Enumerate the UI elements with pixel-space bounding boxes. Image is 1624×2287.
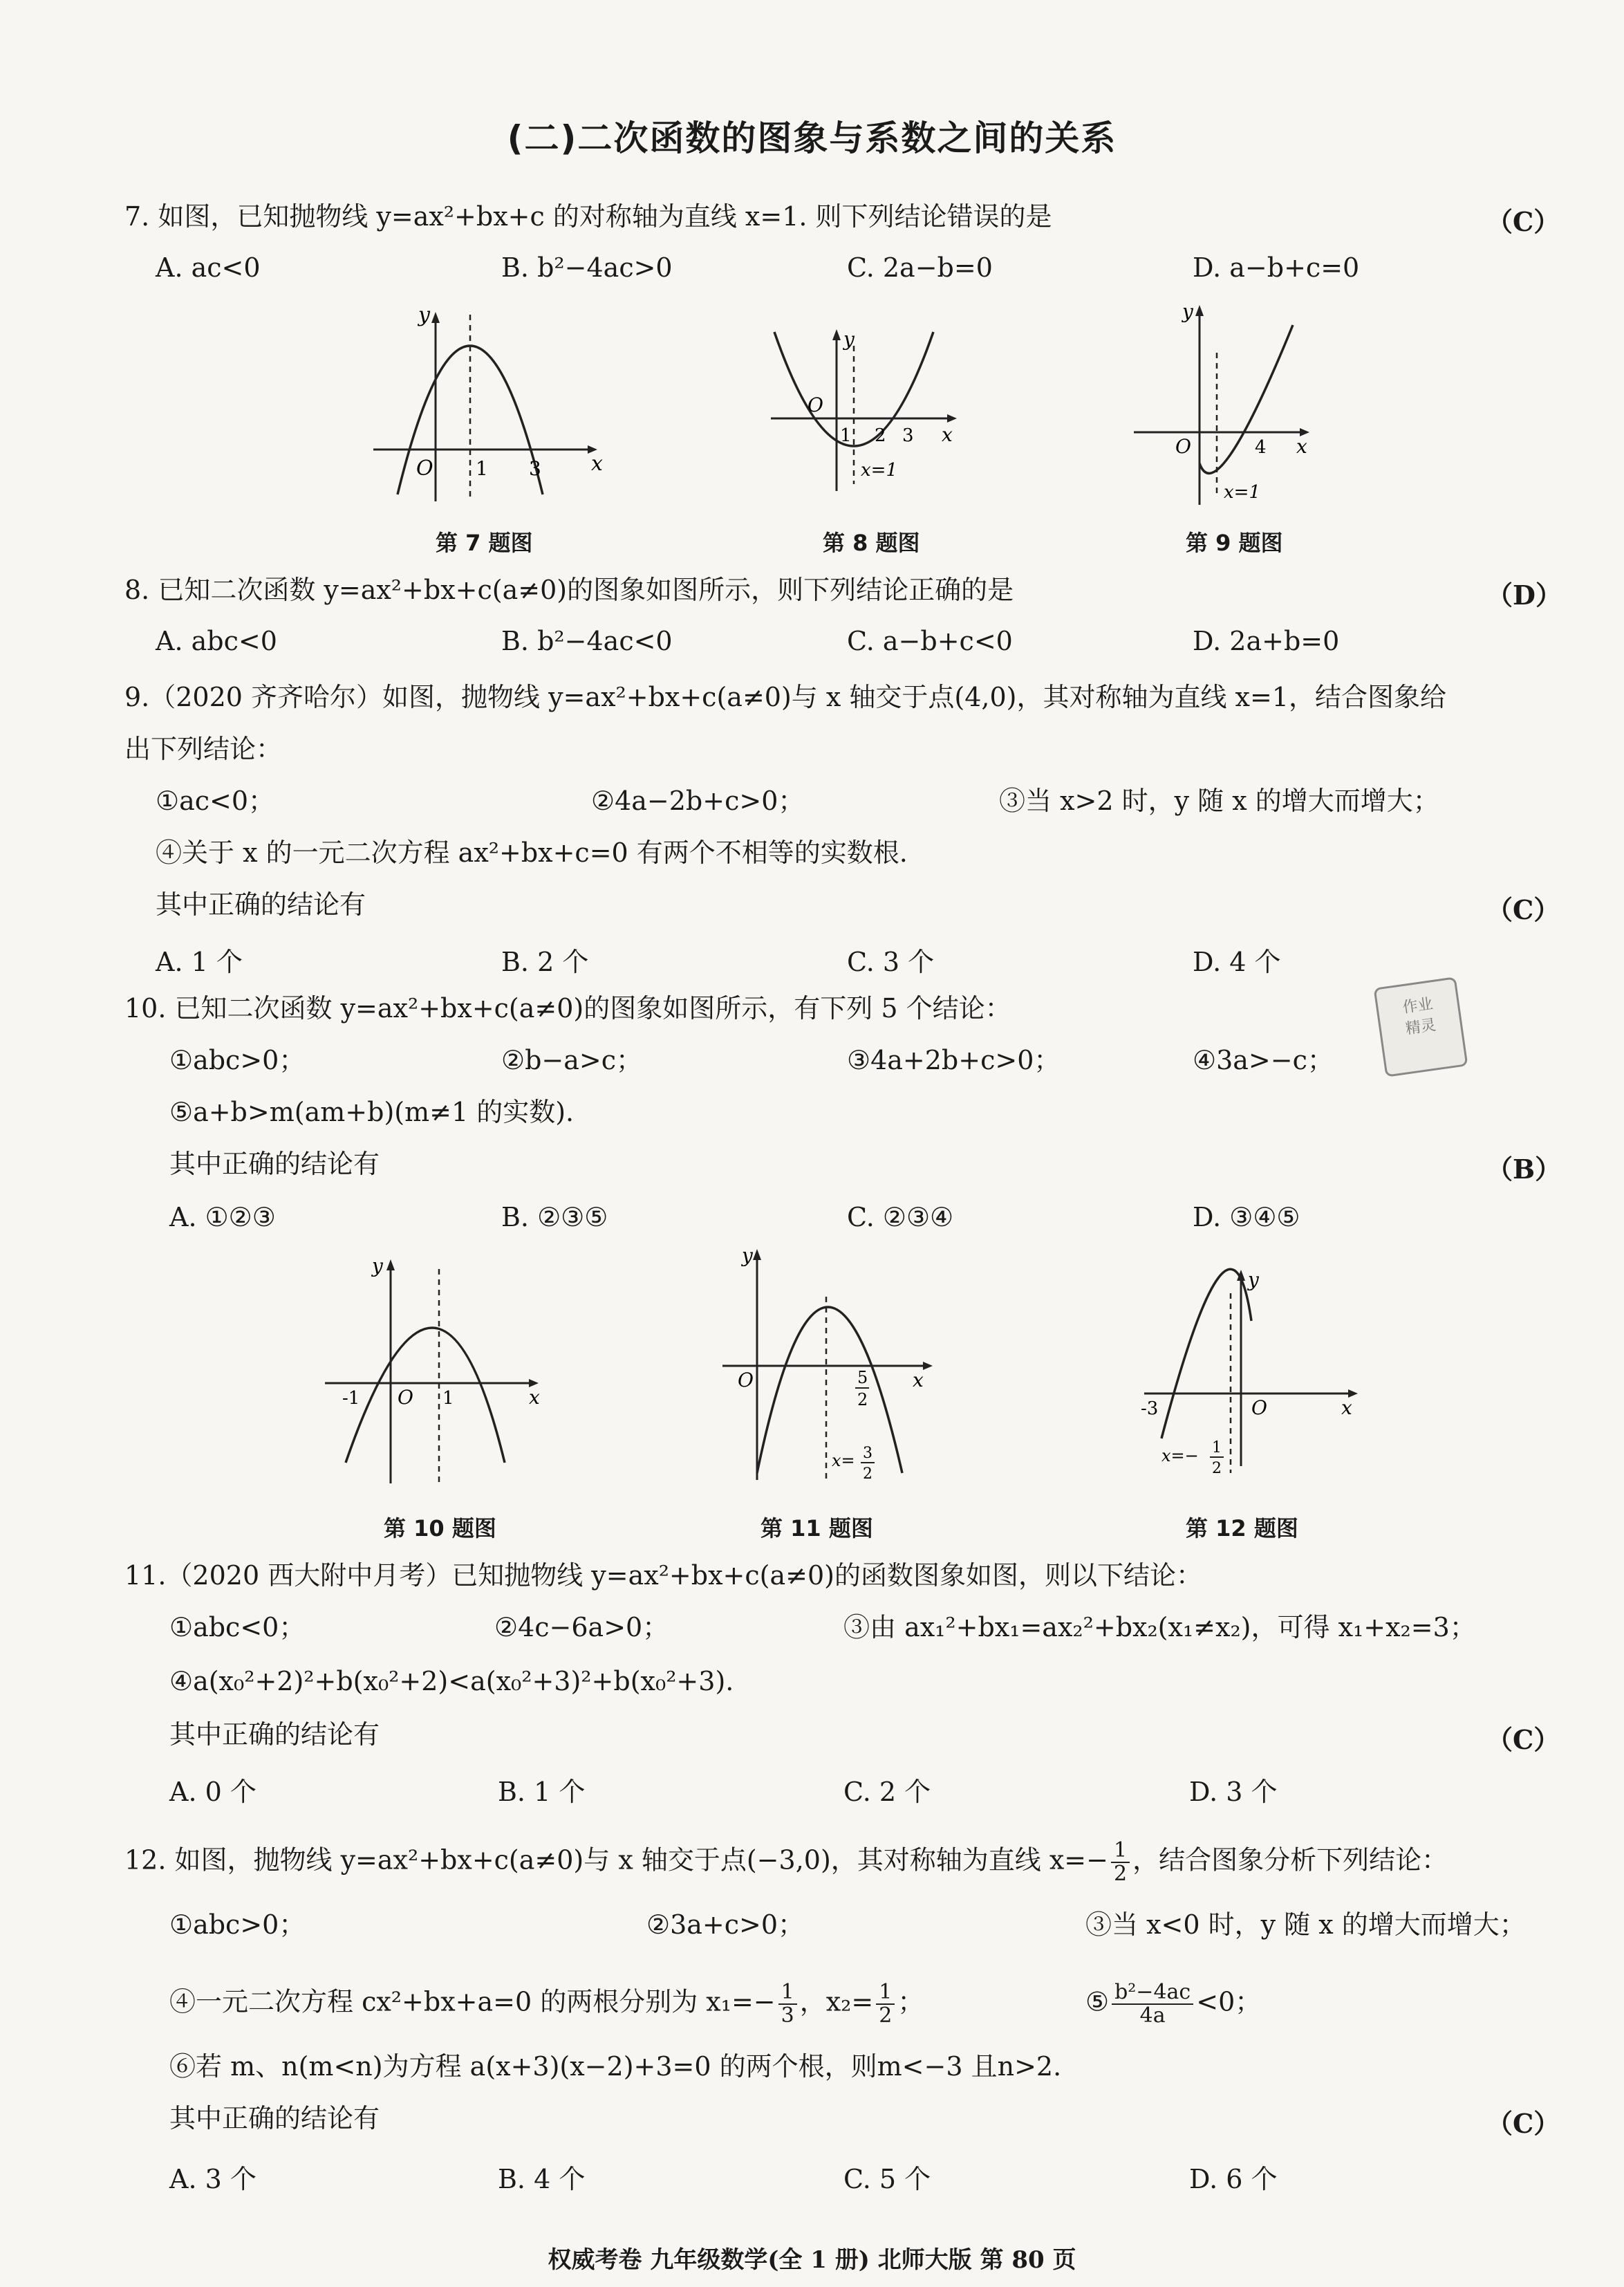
f7-y-label: y [418,303,430,327]
f11-tick-num: 5 [857,1368,868,1387]
q12-conclusion-5 [1085,1981,1261,2027]
figure-7 [360,301,608,508]
q7-option-b: B. b²−4ac>0 [501,252,673,283]
f11-tick-den: 2 [857,1390,868,1409]
figure-12 [1134,1266,1369,1494]
q12-c5-den: 4a [1139,2003,1166,2028]
q12-c4-frac1-num: 1 [778,1981,797,2005]
q9-option-d: D. 4 个 [1193,947,1281,977]
f11-y-label: y [742,1245,753,1267]
q12-c5-frac [1112,1981,1193,2027]
q12-c4-b: ，x₂= [799,1986,874,2017]
f9-x-label: x [1296,435,1307,458]
q12-conclusion-2: ②3a+c>0； [646,1909,805,1940]
f8-x-label: x [942,423,953,446]
f12-axis-label: x=− [1161,1446,1199,1465]
q9-stem-line2: 出下列结论： [124,734,283,764]
q12-answer: （C） [1486,2108,1560,2139]
q12-conclusion-3: ③当 x<0 时，y 随 x 的增大而增大； [1085,1909,1526,1940]
q12-c5-b: <0； [1196,1986,1262,2017]
q12-c4-frac1 [778,1981,797,2027]
figure-8 [760,325,968,505]
q9-option-a: A. 1 个 [156,947,243,977]
q8-answer: （D） [1486,580,1562,611]
f7-tick-1: 1 [476,457,488,480]
q12-c5-num: b²−4ac [1112,1981,1193,2005]
f8-y-label: y [843,328,855,351]
f11-axis-num: 3 [863,1445,872,1462]
f12-tick-neg3: -3 [1141,1398,1159,1419]
q12-c4-frac2-den: 2 [879,2003,893,2028]
f7-origin: O [416,456,433,481]
q12-option-c: C. 5 个 [843,2164,931,2194]
q7-option-d: D. a−b+c=0 [1193,252,1360,283]
q11-conclusion-2: ②4c−6a>0； [494,1612,669,1642]
f11-axis-den: 2 [863,1465,872,1483]
q10-option-d: D. ③④⑤ [1193,1202,1300,1232]
f12-caption: 第 12 题图 [1186,1515,1298,1541]
q9-stem-line1: 9.（2020 齐齐哈尔）如图，抛物线 y=ax²+bx+c(a≠0)与 x 轴交于点(4,0)，其对称轴为直线 x=1，结合图象给 [124,682,1446,712]
q7-answer: （C） [1486,206,1560,237]
q11-option-a: A. 0 个 [169,1777,256,1807]
f10-tick-1: 1 [442,1388,454,1409]
q12-option-b: B. 4 个 [498,2164,586,2194]
f8-caption: 第 8 题图 [823,530,920,556]
q12-c4-frac2-num: 1 [876,1981,895,2005]
f9-caption: 第 9 题图 [1186,530,1283,556]
f12-x-label: x [1341,1396,1352,1419]
q10-option-a: A. ①②③ [169,1202,276,1232]
q12-conclusion-1: ①abc>0； [169,1909,306,1940]
q11-answer: （C） [1486,1724,1560,1755]
q10-conclusion-1: ①abc>0； [169,1045,306,1075]
figure-11 [716,1245,937,1494]
q12-prompt: 其中正确的结论有 [169,2103,380,2133]
q12-stem [124,1840,1448,1885]
q8-option-b: B. b²−4ac<0 [501,626,673,656]
f9-axis-label: x=1 [1224,482,1260,503]
q8-stem: 8. 已知二次函数 y=ax²+bx+c(a≠0)的图象如图所示，则下列结论正确的是 [124,575,1014,605]
q12-option-a: A. 3 个 [169,2164,256,2194]
q11-prompt: 其中正确的结论有 [169,1719,380,1750]
f10-tick-neg1: -1 [342,1388,360,1409]
q10-prompt: 其中正确的结论有 [169,1149,380,1179]
q8-option-a: A. abc<0 [156,626,277,656]
q9-answer: （C） [1486,894,1560,925]
q12-conclusion-4 [169,1981,924,2027]
page-footer: 权威考卷 九年级数学(全 1 册) 北师大版 第 80 页 [548,2246,1076,2274]
f9-origin: O [1175,435,1191,458]
q11-option-c: C. 2 个 [843,1777,931,1807]
q10-option-b: B. ②③⑤ [501,1202,608,1232]
q9-conclusion-3: ③当 x>2 时，y 随 x 的增大而增大； [999,786,1439,816]
q8-option-c: C. a−b+c<0 [847,626,1013,656]
f12-y-label: y [1248,1268,1259,1291]
stamp-line1: 作业 [1401,995,1435,1017]
q10-option-c: C. ②③④ [847,1202,954,1232]
q9-option-c: C. 3 个 [847,947,935,977]
f10-x-label: x [529,1386,540,1409]
f7-tick-3: 3 [529,457,541,480]
f8-tick-3: 3 [902,425,914,446]
f8-axis-label: x=1 [861,460,897,481]
f10-y-label: y [372,1255,383,1277]
q11-option-d: D. 3 个 [1189,1777,1278,1807]
q10-answer: （B） [1486,1154,1562,1185]
q12-frac-num: 1 [1111,1840,1130,1863]
f9-y-label: y [1182,300,1193,323]
f7-caption: 第 7 题图 [436,530,533,556]
f12-origin: O [1251,1396,1267,1419]
section-title: (二)二次函数的图象与系数之间的关系 [507,118,1117,158]
q12-c4-frac2 [876,1981,895,2027]
f8-origin: O [808,393,823,416]
q10-stem: 10. 已知二次函数 y=ax²+bx+c(a≠0)的图象如图所示，有下列 5 个结论： [124,993,1011,1024]
q12-frac-den: 2 [1113,1862,1128,1886]
q12-c4-a: ④一元二次方程 cx²+bx+a=0 的两根分别为 x₁=− [169,1986,776,2017]
q9-option-b: B. 2 个 [501,947,589,977]
f8-tick-1: 1 [840,425,852,446]
f12-axis-num: 1 [1212,1439,1222,1456]
f11-origin: O [738,1369,754,1391]
q9-conclusion-4: ④关于 x 的一元二次方程 ax²+bx+c=0 有两个不相等的实数根. [156,837,908,868]
q10-conclusion-3: ③4a+2b+c>0； [847,1045,1061,1075]
f9-tick-4: 4 [1255,437,1267,458]
f11-axis-label: x= [832,1451,855,1470]
q11-conclusion-3: ③由 ax₁²+bx₁=ax₂²+bx₂(x₁≠x₂)，可得 x₁+x₂=3； [843,1612,1476,1642]
q12-stem-a: 12. 如图，抛物线 y=ax²+bx+c(a≠0)与 x 轴交于点(−3,0)，其对称轴为直线 x=− [124,1844,1108,1876]
f11-x-label: x [913,1369,924,1391]
q10-conclusion-4: ④3a>−c； [1193,1045,1334,1075]
q11-stem: 11.（2020 西大附中月考）已知抛物线 y=ax²+bx+c(a≠0)的函数图象如图，则以下结论： [124,1560,1202,1591]
q8-option-d: D. 2a+b=0 [1193,626,1340,656]
q11-option-b: B. 1 个 [498,1777,586,1807]
q10-conclusion-2: ②b−a>c； [501,1045,643,1075]
q9-conclusion-1: ①ac<0； [156,786,275,816]
q7-option-c: C. 2a−b=0 [847,252,993,283]
q12-c5-a: ⑤ [1085,1986,1110,2017]
homework-stamp [1374,976,1468,1077]
q12-option-d: D. 6 个 [1189,2164,1278,2194]
stamp-line2: 精灵 [1404,1017,1437,1038]
f7-x-label: x [591,452,603,476]
q12-c4-frac1-den: 3 [781,2003,794,2028]
f12-axis-den: 2 [1212,1460,1222,1477]
q7-option-a: A. ac<0 [156,252,261,283]
figure-10 [318,1255,567,1490]
f11-caption: 第 11 题图 [760,1515,873,1541]
q9-prompt: 其中正确的结论有 [156,889,366,920]
q9-conclusion-2: ②4a−2b+c>0； [591,786,805,816]
q12-axis-fraction [1111,1840,1130,1885]
figure-9 [1120,297,1327,512]
f10-caption: 第 10 题图 [384,1515,496,1541]
q12-conclusion-6: ⑥若 m、n(m<n)为方程 a(x+3)(x−2)+3=0 的两个根，则m<−3 且n>2. [169,2051,1062,2082]
q7-stem: 7. 如图，已知抛物线 y=ax²+bx+c 的对称轴为直线 x=1. 则下列结论错误的是 [124,201,1052,232]
f8-tick-2: 2 [875,425,886,446]
q10-conclusion-5: ⑤a+b>m(am+b)(m≠1 的实数). [169,1097,575,1127]
f10-origin: O [398,1386,413,1409]
q11-conclusion-1: ①abc<0； [169,1612,306,1642]
q12-c4-c: ； [897,1986,924,2017]
q12-stem-b: ，结合图象分析下列结论： [1132,1844,1448,1876]
q11-conclusion-4: ④a(x₀²+2)²+b(x₀²+2)<a(x₀²+3)²+b(x₀²+3). [169,1666,734,1696]
